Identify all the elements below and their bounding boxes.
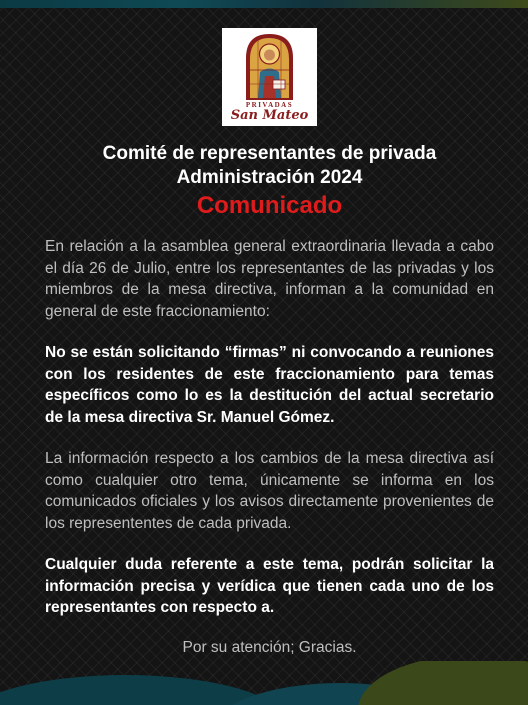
closing-text: Por su atención; Gracias. bbox=[182, 638, 357, 656]
notice-paragraph: No se están solicitando “firmas” ni convocando a reuniones con los residentes de este fraccionamiento para temas específicos como lo es la destitución del actual secretario de la mesa directiva Sr. Manuel Gómez. bbox=[45, 344, 494, 426]
logo-text-san-mateo: San Mateo bbox=[230, 108, 309, 123]
top-decorative-band bbox=[0, 0, 528, 8]
intro-paragraph: En relación a la asamblea general extraordinaria llevada a cabo el día 26 de Julio, entre los representantes de las privadas y los miembros de la mesa directiva, informan a la comunidad en general de este fraccionamiento: bbox=[45, 238, 494, 320]
announcement-content bbox=[45, 142, 494, 657]
announcement-title: Comunicado bbox=[196, 192, 343, 219]
questions-paragraph: Cualquier duda referente a este tema, podrán solicitar la información precisa y verídica que tienen cada uno de los representantes con respecto a. bbox=[45, 556, 494, 616]
committee-heading: Comité de representantes de privada bbox=[102, 143, 437, 164]
administration-heading: Administración 2024 bbox=[176, 167, 363, 188]
bottom-decorative-waves bbox=[0, 661, 528, 705]
stained-glass-saint-icon bbox=[222, 28, 317, 102]
logo-text-privadas: PRIVADAS bbox=[245, 101, 294, 109]
information-paragraph: La información respecto a los cambios de la mesa directiva así como cualquier otro tema, únicamente se informa en los comunicados oficiales y los avisos directamente provenientes de los represententes de cada privada. bbox=[45, 450, 494, 532]
privadas-san-mateo-logo bbox=[222, 28, 317, 126]
